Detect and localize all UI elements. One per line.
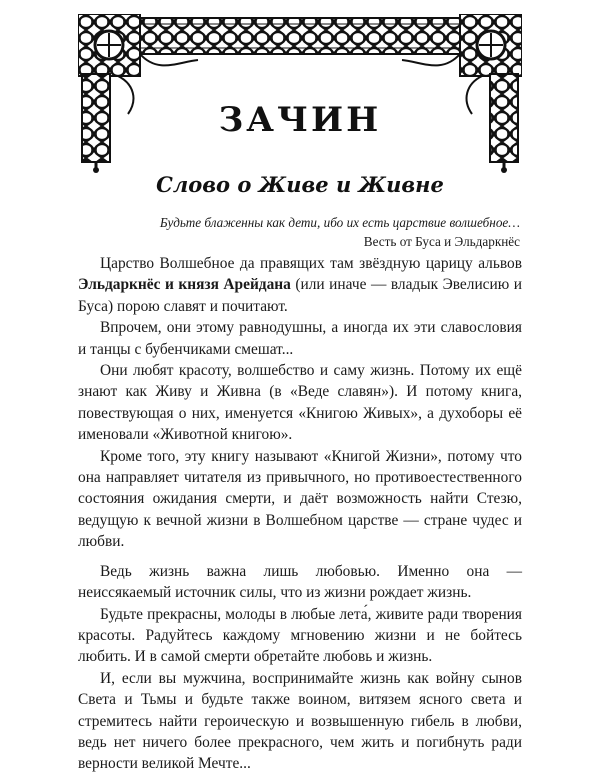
paragraph (78, 253, 522, 317)
epigraph (80, 213, 520, 251)
epigraph-quote: Будьте блаженны как дети, ибо их есть царствие волшебное… (159, 215, 520, 230)
knotwork-frame-ornament (78, 14, 522, 174)
paragraph-bold-names: Эльдаркнёс и князя Арейдана (78, 276, 291, 294)
body-text (78, 253, 522, 775)
paragraph: Будьте прекрасны, молоды в любые лета́, живите ради творения красоты. Радуйтесь каждому мгновению жизни и не бойтесь любить. И в самой смерти обретайте любовь и жизнь. (78, 605, 522, 666)
paragraph: И, если вы мужчина, воспринимайте жизнь как войну сынов Света и Тьмы и будьте также воином, витязем ясного света и стремитесь найти героическую и возвышенную гибель в любви, ведь нет ничего более прекрасного, чем жить и погибнуть ради верности великой Мечте... (78, 669, 522, 773)
paragraph: Кроме того, эту книгу называют «Книгой Жизни», потому что она направляет читателя из привычного, но противоестественного состояния ожидания смерти, и даёт возможность найти Стезю, ведущую к вечной жизни в Волшебном царстве — стране чудес и любви. (78, 447, 522, 551)
paragraph: Ведь жизнь важна лишь любовью. Именно она — неиссякаемый источник силы, что из жизни рождает жизнь. (78, 562, 522, 602)
epigraph-source: Весть от Буса и Эльдаркнёс (363, 234, 520, 249)
paragraph-text: Царство Волшебное да правящих там звёздную царицу альвов (100, 255, 522, 272)
paragraph: Они любят красоту, волшебство и саму жизнь. Потому их ещё знают как Живу и Живна (в «Веде славян»). И потому книга, повествующая о них, именуется «Книгою Живых», а духоборы её именовали «Животной книгою». (78, 362, 522, 444)
paragraph-text: (или иначе — владык Эвелисию и Буса) порою славят и почитают. (78, 276, 522, 315)
chapter-subtitle: Слово о Живе и Живне (156, 172, 444, 197)
paragraph: Впрочем, они этому равнодушны, а иногда их эти славословия и танцы с бубенчиками смешат... (78, 319, 522, 358)
chapter-title: ЗАЧИН (218, 100, 382, 140)
